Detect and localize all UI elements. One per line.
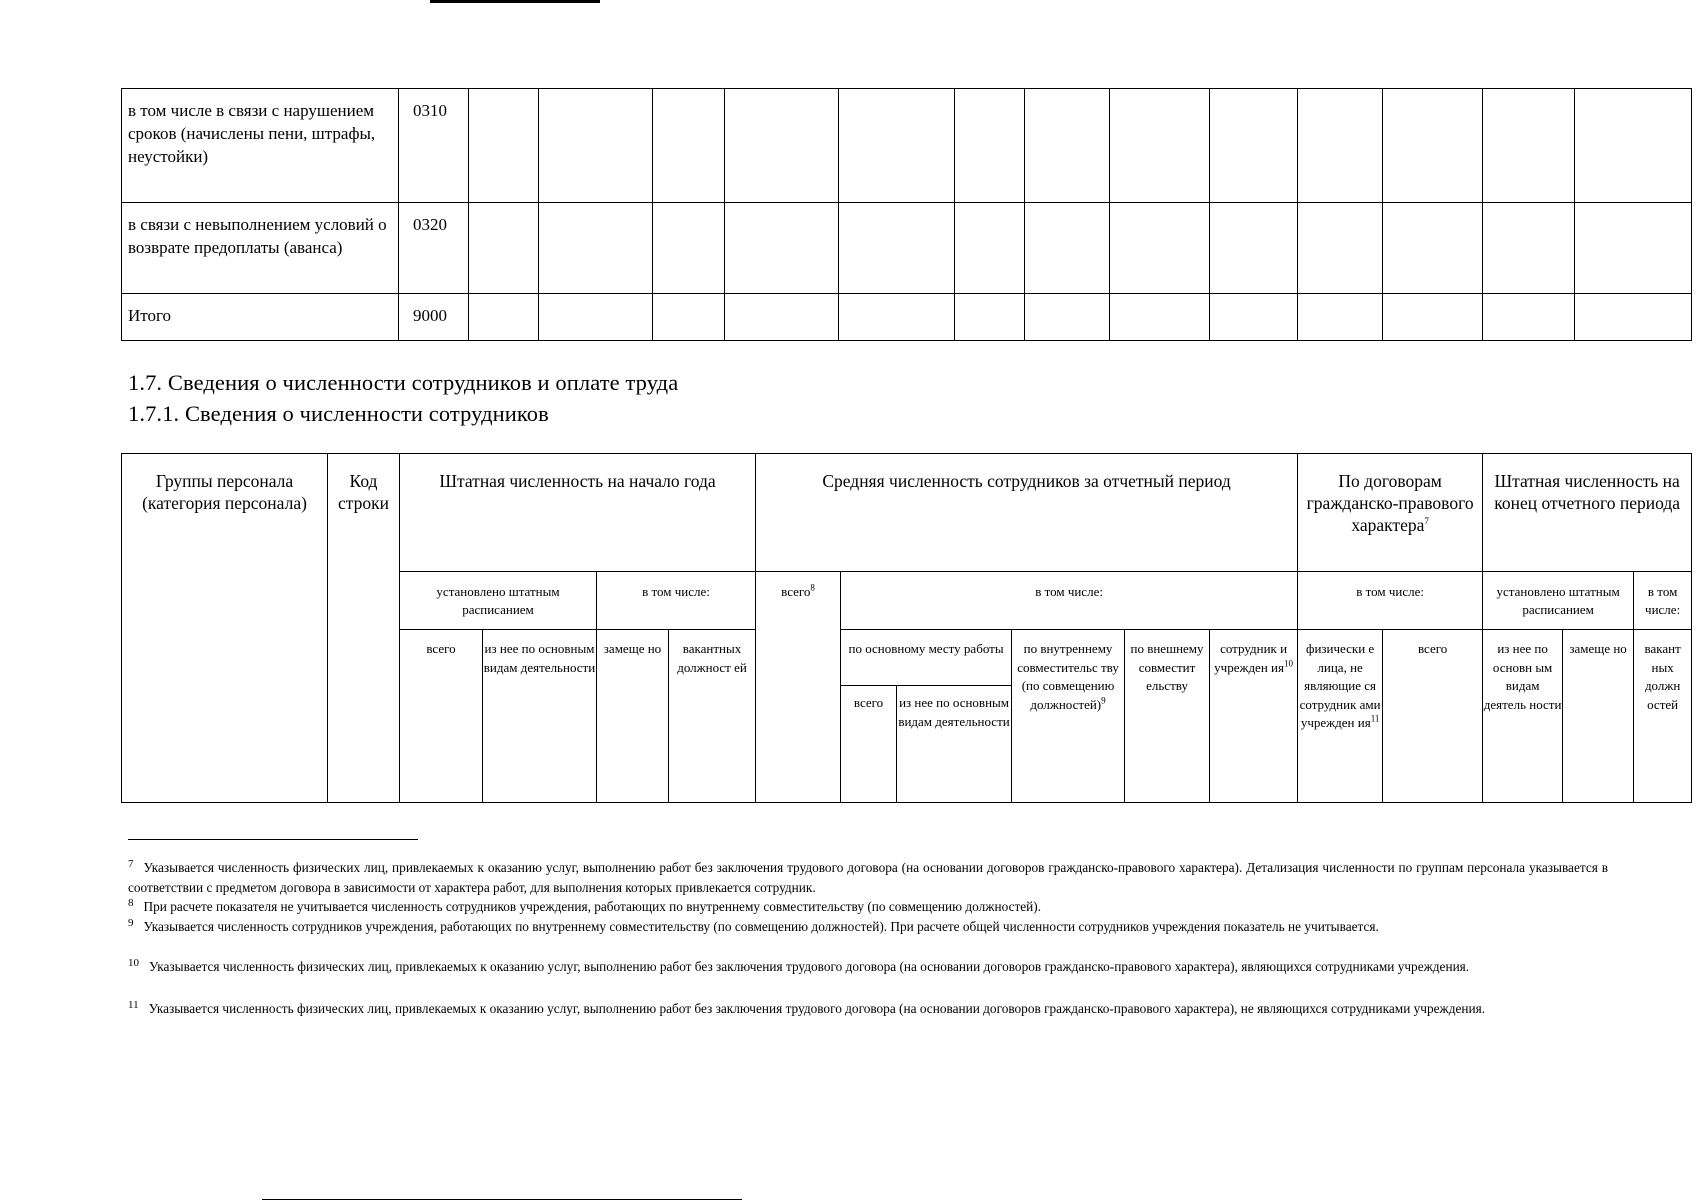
table-cell	[653, 203, 725, 294]
footnote-ref: 8	[810, 582, 815, 593]
table-cell	[725, 203, 839, 294]
table-cell	[1298, 89, 1383, 203]
table-cell	[955, 203, 1025, 294]
table-cell	[725, 294, 839, 341]
institution-employees-header	[1210, 630, 1298, 803]
table-cell	[1110, 203, 1210, 294]
table-cell	[1483, 89, 1575, 203]
including-header: в том числе:	[597, 572, 756, 630]
table-cell	[1025, 89, 1110, 203]
footnote-ref: 11	[1370, 713, 1380, 724]
footnote-text: При расчете показателя не учитывается численность сотрудников учреждения, работающих по внутреннему совместительству (по совмещению должностей).	[143, 899, 1042, 914]
start-vacant-header: вакантных должност ей	[669, 630, 756, 803]
start-total-header: всего	[400, 630, 483, 803]
non-employees-label: физически е лица, не являющие ся сотрудник ами учрежден ия	[1299, 641, 1381, 730]
table-cell	[539, 89, 653, 203]
staff-end-header: Штатная численность на конец отчетного периода	[1483, 454, 1692, 572]
table-cell	[469, 294, 539, 341]
including-header: в том числе:	[841, 572, 1298, 630]
end-total-header: всего	[1383, 630, 1483, 803]
avg-total-label: всего	[781, 584, 811, 599]
footnote-ref: 9	[1101, 695, 1106, 706]
table-cell	[1383, 294, 1483, 341]
footnote-text: Указывается численность сотрудников учреждения, работающих по внутреннему совместительству (по совмещению должностей). При расчете общей численности сотрудников учреждения показатель не учитывается.	[143, 919, 1379, 934]
row-label: в связи с невыполнением условий о возврате предоплаты (аванса)	[122, 203, 399, 294]
payables-table-continuation	[121, 88, 1692, 341]
table-cell	[469, 89, 539, 203]
row-code: 0310	[399, 89, 469, 203]
table-cell	[1298, 294, 1383, 341]
row-code: 9000	[399, 294, 469, 341]
table-cell	[1110, 89, 1210, 203]
row-code-header: Код строки	[328, 454, 400, 803]
table-cell	[1575, 89, 1692, 203]
average-headcount-header: Средняя численность сотрудников за отчетный период	[756, 454, 1298, 572]
row-label: Итого	[122, 294, 399, 341]
table-cell	[1025, 294, 1110, 341]
including-header: в том числе:	[1298, 572, 1483, 630]
civil-contracts-header	[1298, 454, 1483, 572]
table-cell	[839, 89, 955, 203]
footnote-mark: 10	[128, 957, 139, 969]
footnote-text: Указывается численность физических лиц, привлекаемых к оказанию услуг, выполнению работ без заключения трудового договора (на основании договоров гражданско-правового характера). Детализация численности по группам персонала указывается в соответствии с предметом договора в зависимости от характера работ, для выполнения которых привлекается сотрудник.	[128, 860, 1608, 895]
table-cell	[1025, 203, 1110, 294]
table-cell	[653, 89, 725, 203]
footnote	[128, 953, 1608, 977]
table-cell	[1575, 203, 1692, 294]
table-cell	[839, 203, 955, 294]
established-header: установлено штатным расписанием	[1483, 572, 1634, 630]
table-cell	[1210, 294, 1298, 341]
footnote-ref: 10	[1283, 658, 1293, 669]
table-cell	[725, 89, 839, 203]
table-cell	[653, 294, 725, 341]
table-cell	[839, 294, 955, 341]
subsection-heading: 1.7.1. Сведения о численности сотрудников	[128, 401, 549, 426]
table-row	[122, 294, 1692, 341]
start-main-activities-header: из нее по основным видам деятельности	[483, 630, 597, 803]
footnote	[128, 913, 1608, 937]
footnote	[128, 995, 1608, 1019]
avg-total-header	[756, 572, 841, 803]
end-filled-header: замеще но	[1563, 630, 1634, 803]
external-parttime-header: по внешнему совместит ельству	[1125, 630, 1210, 803]
footnote-mark: 11	[128, 999, 139, 1011]
footnote-mark: 8	[128, 897, 134, 909]
main-job-header: по основному месту работы	[841, 630, 1012, 686]
table-cell	[1483, 294, 1575, 341]
row-code: 0320	[399, 203, 469, 294]
table-cell	[1210, 89, 1298, 203]
staff-headcount-table	[121, 453, 1692, 803]
footnote-separator	[128, 839, 418, 840]
table-cell	[539, 294, 653, 341]
table-cell	[1298, 203, 1383, 294]
footnote-mark: 7	[128, 858, 134, 870]
start-filled-header: замеще но	[597, 630, 669, 803]
footnote-text: Указывается численность физических лиц, привлекаемых к оказанию услуг, выполнению работ без заключения трудового договора (на основании договоров гражданско-правового характера), не являющихся сотрудниками учреждения.	[148, 1001, 1486, 1016]
end-main-activities-header: из нее по основн ым видам деятель ности	[1483, 630, 1563, 803]
established-header: установлено штатным расписанием	[400, 572, 597, 630]
footnote-text: Указывается численность физических лиц, привлекаемых к оказанию услуг, выполнению работ без заключения трудового договора (на основании договоров гражданско-правового характера), являющихся сотрудниками учреждения.	[149, 959, 1470, 974]
table-cell	[955, 294, 1025, 341]
footnote	[128, 854, 1608, 898]
table-row	[122, 203, 1692, 294]
table-cell	[1210, 203, 1298, 294]
row-label: в том числе в связи с нарушением сроков (начислены пени, штрафы, неустойки)	[122, 89, 399, 203]
table-cell	[1575, 294, 1692, 341]
institution-employees-label: сотрудник и учрежден ия	[1214, 641, 1288, 675]
internal-parttime-header	[1012, 630, 1125, 803]
table-cell	[1483, 203, 1575, 294]
table-cell	[1110, 294, 1210, 341]
main-job-activities-header: из нее по основным видам деятельности	[897, 686, 1012, 803]
including-header: в том числе:	[1634, 572, 1692, 630]
table-cell	[1383, 203, 1483, 294]
table-row	[122, 89, 1692, 203]
staff-start-header: Штатная численность на начало года	[400, 454, 756, 572]
footnote-ref: 7	[1424, 516, 1429, 527]
personnel-group-header: Группы персонала (категория персонала)	[122, 454, 328, 803]
end-vacant-header: вакант ных должн остей	[1634, 630, 1692, 803]
internal-parttime-label: по внутреннему совместительс тву (по совмещению должностей)	[1017, 641, 1119, 712]
table-cell	[955, 89, 1025, 203]
civil-contracts-label: По договорам гражданско-правового характера	[1306, 471, 1474, 535]
page-top-edge-mark	[430, 0, 600, 3]
section-heading: 1.7. Сведения о численности сотрудников и оплате труда	[128, 370, 679, 395]
main-job-total-header: всего	[841, 686, 897, 803]
table-cell	[469, 203, 539, 294]
non-employees-header	[1298, 630, 1383, 803]
footnote-mark: 9	[128, 917, 134, 929]
table-cell	[1383, 89, 1483, 203]
table-cell	[539, 203, 653, 294]
table-header-row	[122, 454, 1692, 572]
